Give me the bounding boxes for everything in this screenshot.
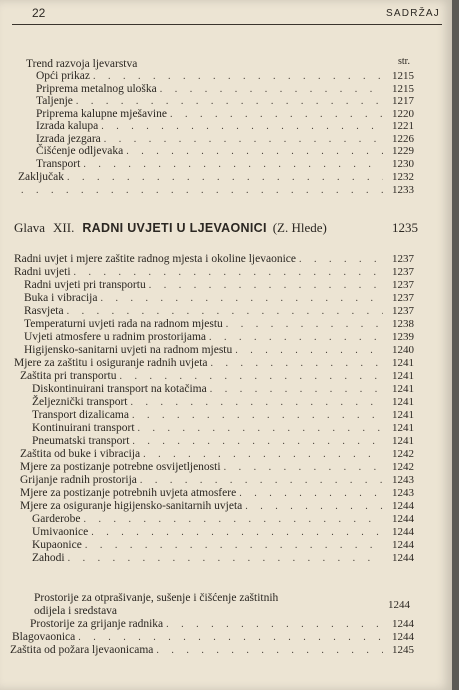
toc-entry-page: 1243	[392, 487, 414, 499]
dot-leader	[224, 461, 383, 474]
toc-entry-label: Temperaturni uvjeti rada na radnom mjestu	[24, 318, 223, 330]
toc-entry	[36, 95, 414, 108]
chapter-title: RADNI UVJETI U LJEVAONICI	[82, 221, 267, 235]
toc-entry-page: 1244	[392, 526, 414, 538]
toc-entry-label: Zaključak	[18, 171, 64, 183]
toc-entry-label: Blagovaonica	[12, 631, 76, 643]
toc-entry	[32, 409, 414, 422]
toc-entry	[18, 171, 414, 184]
dot-leader	[21, 184, 383, 197]
toc-entry-label: Higijensko-sanitarni uvjeti na radnom mjestu	[24, 344, 233, 356]
dot-leader	[210, 383, 383, 396]
toc-entry-page: 1226	[392, 133, 414, 145]
toc-entry	[20, 474, 414, 487]
toc-entry-page: 1215	[392, 70, 414, 82]
dot-leader	[245, 500, 383, 513]
toc-entry	[32, 435, 414, 448]
toc-entry-page: 1237	[392, 292, 414, 304]
dot-leader	[211, 357, 383, 370]
toc-entry-page: 1241	[392, 357, 414, 369]
toc-entry-label: Umivaonice	[32, 526, 89, 538]
toc-entry-multiline-line2: odijela i sredstava	[34, 605, 118, 617]
dot-leader	[101, 120, 383, 133]
toc-entry	[36, 145, 414, 158]
dot-leader	[83, 158, 383, 171]
toc-entry	[32, 513, 414, 526]
toc-entry-label: Mjere za postizanje potrebne osvijetljenosti	[20, 461, 221, 473]
dot-leader	[166, 618, 383, 631]
toc-entry-label: Mjere za postizanje potrebnih uvjeta atmosfere	[20, 487, 237, 499]
dot-leader	[93, 70, 383, 83]
dot-leader	[239, 487, 383, 500]
chapter-prefix: Glava	[14, 220, 46, 235]
toc-entry-label: Opći prikaz	[36, 70, 90, 82]
toc-entry-page: 1244	[392, 500, 414, 512]
toc-entry-page: 1241	[392, 409, 414, 421]
toc-entry-label: Mjere za zaštitu i osiguranje radnih uvjeta	[14, 357, 208, 369]
toc-entry-label: Izrada jezgara	[36, 133, 101, 145]
toc-entry	[32, 526, 414, 539]
dot-leader	[78, 631, 383, 644]
toc-entry	[36, 158, 414, 171]
dot-leader	[126, 145, 383, 158]
toc-entry	[24, 318, 414, 331]
toc-entry-label: Mjere za osiguranje higijensko-sanitarnih uvjeta	[20, 500, 243, 512]
toc-entry	[14, 266, 414, 279]
page-column-label: str.	[398, 56, 410, 67]
toc-entry	[24, 279, 414, 292]
toc-entry	[36, 70, 414, 83]
toc-entry	[32, 539, 414, 552]
toc-entry-label: Diskontinuirani transport na kotačima	[32, 383, 207, 395]
toc-entry	[12, 631, 414, 644]
toc-entry-label: Zaštita pri transportu	[20, 370, 117, 382]
toc-entry-page: 1244	[392, 631, 414, 643]
page-number: 22	[32, 6, 46, 20]
toc-entry-page: 1232	[392, 171, 414, 183]
toc-entry	[20, 448, 414, 461]
toc-entry-page: 1217	[392, 95, 414, 107]
toc-entry	[10, 644, 414, 657]
toc-entry-page: 1237	[392, 279, 414, 291]
toc-entry-label: Transport dizalicama	[32, 409, 129, 421]
toc-entry-label: Radni uvjeti pri transportu	[24, 279, 146, 291]
toc-entry-page: 1241	[392, 422, 414, 434]
toc-entry-page: 1242	[392, 461, 414, 473]
toc-entry-page: 1244	[392, 513, 414, 525]
dot-leader	[149, 279, 383, 292]
toc-entry-label: Kontinuirani transport	[32, 422, 135, 434]
dot-leader	[68, 552, 383, 565]
toc-entry-page: 1244	[392, 618, 414, 630]
toc-entry-page: 1242	[392, 448, 414, 460]
chapter-author: (Z. Hlede)	[272, 220, 327, 235]
toc-entry	[20, 461, 414, 474]
toc-entry-page: 1241	[392, 396, 414, 408]
toc-entry	[24, 305, 414, 318]
chapter-page: 1235	[392, 220, 418, 235]
toc-entry-label: Izrada kalupa	[36, 120, 99, 132]
toc-entry-label: Buka i vibracija	[24, 292, 98, 304]
chapter-heading	[14, 220, 418, 236]
toc-entry-label: Uvjeti atmosfere u radnim prostorijama	[24, 331, 207, 343]
toc-entry-page: 1215	[392, 83, 414, 95]
dot-leader	[100, 292, 383, 305]
toc-entry-label: Kupaonice	[32, 539, 82, 551]
toc-entry-label: Zaštita od požara ljevaonicama	[10, 644, 154, 656]
toc-entry-label: Zahodi	[32, 552, 65, 564]
toc-entry-multiline-line1: Prostorije za otprašivanje, sušenje i čišćenje zaštitnih	[34, 592, 279, 604]
toc-entry-page: 1221	[392, 120, 414, 132]
toc-entry	[32, 383, 414, 396]
toc-entry-label: Trend razvoja ljevarstva	[26, 58, 138, 70]
toc-entry-label: Grijanje radnih prostorija	[20, 474, 137, 486]
toc-entry	[20, 370, 414, 383]
toc-entry-page: 1230	[392, 158, 414, 170]
toc-entry-page: 1220	[392, 108, 414, 120]
toc-entry-page: 1241	[392, 435, 414, 447]
toc-entry-label: Taljenje	[36, 95, 73, 107]
toc-entry	[20, 487, 414, 500]
toc-entry	[30, 618, 414, 631]
toc-entry-page: 1229	[392, 145, 414, 157]
toc-entry	[24, 344, 414, 357]
toc-entry	[36, 120, 414, 133]
toc-entry	[32, 396, 414, 409]
toc-entry	[14, 253, 414, 266]
toc-entry-page: 1233	[392, 184, 414, 196]
toc-entry-label: Radni uvjeti	[14, 266, 71, 278]
dot-leader	[299, 253, 383, 266]
dot-leader	[74, 266, 383, 279]
toc-entry-page: 1237	[392, 253, 414, 265]
toc-entry	[24, 331, 414, 344]
toc-entry-label: Priprema metalnog uloška	[36, 83, 157, 95]
toc-entry-label: Transport	[36, 158, 81, 170]
toc-entry-page: 1244	[392, 539, 414, 551]
toc-entry-label: Priprema kalupne mješavine	[36, 108, 167, 120]
dot-leader	[67, 305, 383, 318]
toc-entry-page: 1237	[392, 305, 414, 317]
dot-leader	[138, 422, 383, 435]
toc-entry-page: 1238	[392, 318, 414, 330]
dot-leader	[130, 396, 383, 409]
dot-leader	[76, 95, 383, 108]
dot-leader	[67, 171, 383, 184]
toc-entry-page: 1244	[392, 552, 414, 564]
toc-entry-label: Pneumatski transport	[32, 435, 130, 447]
toc-entry-page: 1241	[392, 383, 414, 395]
dot-leader	[156, 644, 383, 657]
dot-leader	[140, 474, 383, 487]
toc-entry	[18, 184, 414, 197]
toc-entry-multiline-page: 1244	[388, 599, 410, 611]
dot-leader	[84, 513, 383, 526]
dot-leader	[85, 539, 383, 552]
toc-entry	[20, 500, 414, 513]
toc-entry	[32, 422, 414, 435]
toc-entry-label: Željeznički transport	[32, 396, 128, 408]
toc-entry	[24, 292, 414, 305]
toc-entry-page: 1240	[392, 344, 414, 356]
dot-leader	[132, 435, 383, 448]
dot-leader	[119, 370, 383, 383]
dot-leader	[235, 344, 383, 357]
toc-entry-page: 1239	[392, 331, 414, 343]
toc-entry	[14, 357, 414, 370]
toc-entry-label: Čišćenje odljevaka	[36, 145, 124, 157]
toc-entry-page: 1237	[392, 266, 414, 278]
toc-entry-label: Prostorije za grijanje radnika	[30, 618, 164, 630]
chapter-number: XII.	[53, 220, 75, 235]
toc-entry-page: 1241	[392, 370, 414, 382]
dot-leader	[209, 331, 383, 344]
toc-entry-page: 1245	[392, 644, 414, 656]
dot-leader	[226, 318, 383, 331]
dot-leader	[132, 409, 383, 422]
running-title: SADRŽAJ	[386, 8, 440, 19]
toc-entry-label: Radni uvjet i mjere zaštite radnog mjesta i okoline ljevaonice	[14, 253, 296, 265]
toc-entry-label: Garderobe	[32, 513, 81, 525]
dot-leader	[91, 526, 383, 539]
toc-entry-label: Zaštita od buke i vibracija	[20, 448, 141, 460]
toc-entry-page: 1243	[392, 474, 414, 486]
dot-leader	[143, 448, 383, 461]
toc-entry	[32, 552, 414, 565]
toc-entry-label: Rasvjeta	[24, 305, 64, 317]
